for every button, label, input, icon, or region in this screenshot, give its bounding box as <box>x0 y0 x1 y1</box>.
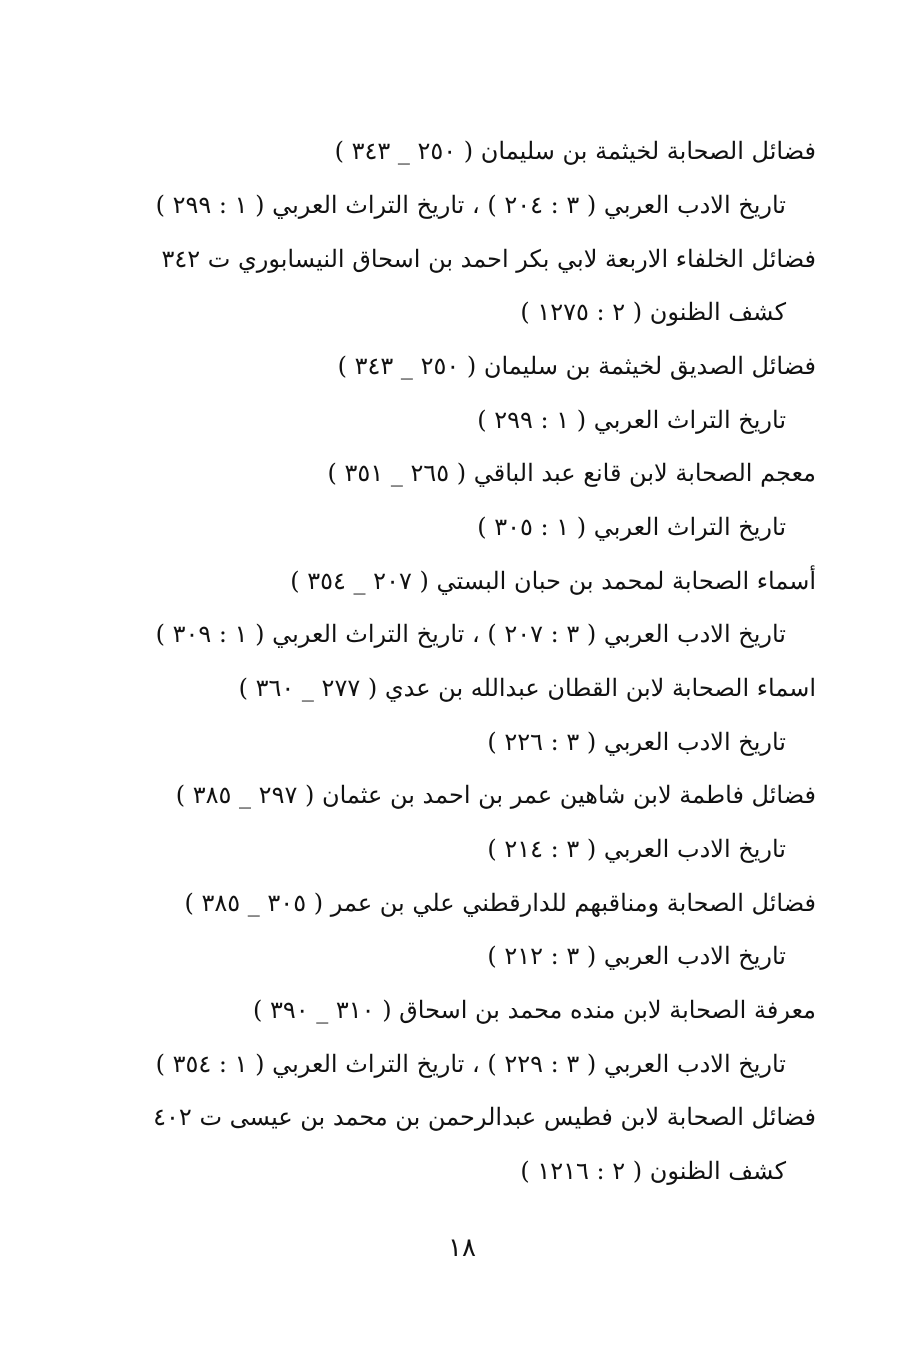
text-line-2: تاريخ الادب العربي ( ٣ : ٢٠٤ ) ، تاريخ التراث العربي ( ١ : ٢٩٩ ) <box>155 191 786 219</box>
text-line-10: تاريخ الادب العربي ( ٣ : ٢٠٧ ) ، تاريخ التراث العربي ( ١ : ٣٠٩ ) <box>155 620 786 648</box>
text-line-6: تاريخ التراث العربي ( ١ : ٢٩٩ ) <box>477 406 786 434</box>
text-line-15: فضائل الصحابة ومناقبهم للدارقطني علي بن عمر ( ٣٠٥ _ ٣٨٥ ) <box>184 889 816 917</box>
text-line-5: فضائل الصديق لخيثمة بن سليمان ( ٢٥٠ _ ٣٤٣ ) <box>337 352 816 380</box>
text-line-20: كشف الظنون ( ٢ : ١٢١٦ ) <box>520 1157 786 1185</box>
text-line-4: كشف الظنون ( ٢ : ١٢٧٥ ) <box>520 298 786 326</box>
text-line-16: تاريخ الادب العربي ( ٣ : ٢١٢ ) <box>487 942 786 970</box>
text-line-1: فضائل الصحابة لخيثمة بن سليمان ( ٢٥٠ _ ٣٤٣ ) <box>334 137 816 165</box>
text-line-8: تاريخ التراث العربي ( ١ : ٣٠٥ ) <box>477 513 786 541</box>
text-line-19: فضائل الصحابة لابن فطيس عبدالرحمن بن محمد بن عيسى ت ٤٠٢ <box>153 1103 816 1131</box>
page-number: ١٨ <box>448 1233 476 1263</box>
text-line-17: معرفة الصحابة لابن منده محمد بن اسحاق ( ٣١٠ _ ٣٩٠ ) <box>252 996 816 1024</box>
text-line-3: فضائل الخلفاء الاربعة لابي بكر احمد بن اسحاق النيسابوري ت ٣٤٢ <box>161 245 816 273</box>
text-line-18: تاريخ الادب العربي ( ٣ : ٢٢٩ ) ، تاريخ التراث العربي ( ١ : ٣٥٤ ) <box>155 1050 786 1078</box>
text-line-12: تاريخ الادب العربي ( ٣ : ٢٢٦ ) <box>487 728 786 756</box>
text-line-7: معجم الصحابة لابن قانع عبد الباقي ( ٢٦٥ _ ٣٥١ ) <box>327 459 816 487</box>
text-line-14: تاريخ الادب العربي ( ٣ : ٢١٤ ) <box>487 835 786 863</box>
text-line-11: اسماء الصحابة لابن القطان عبدالله بن عدي ( ٢٧٧ _ ٣٦٠ ) <box>238 674 816 702</box>
text-line-9: أسماء الصحابة لمحمد بن حبان البستي ( ٢٠٧ _ ٣٥٤ ) <box>290 567 816 595</box>
text-line-13: فضائل فاطمة لابن شاهين عمر بن احمد بن عثمان ( ٢٩٧ _ ٣٨٥ ) <box>175 781 816 809</box>
